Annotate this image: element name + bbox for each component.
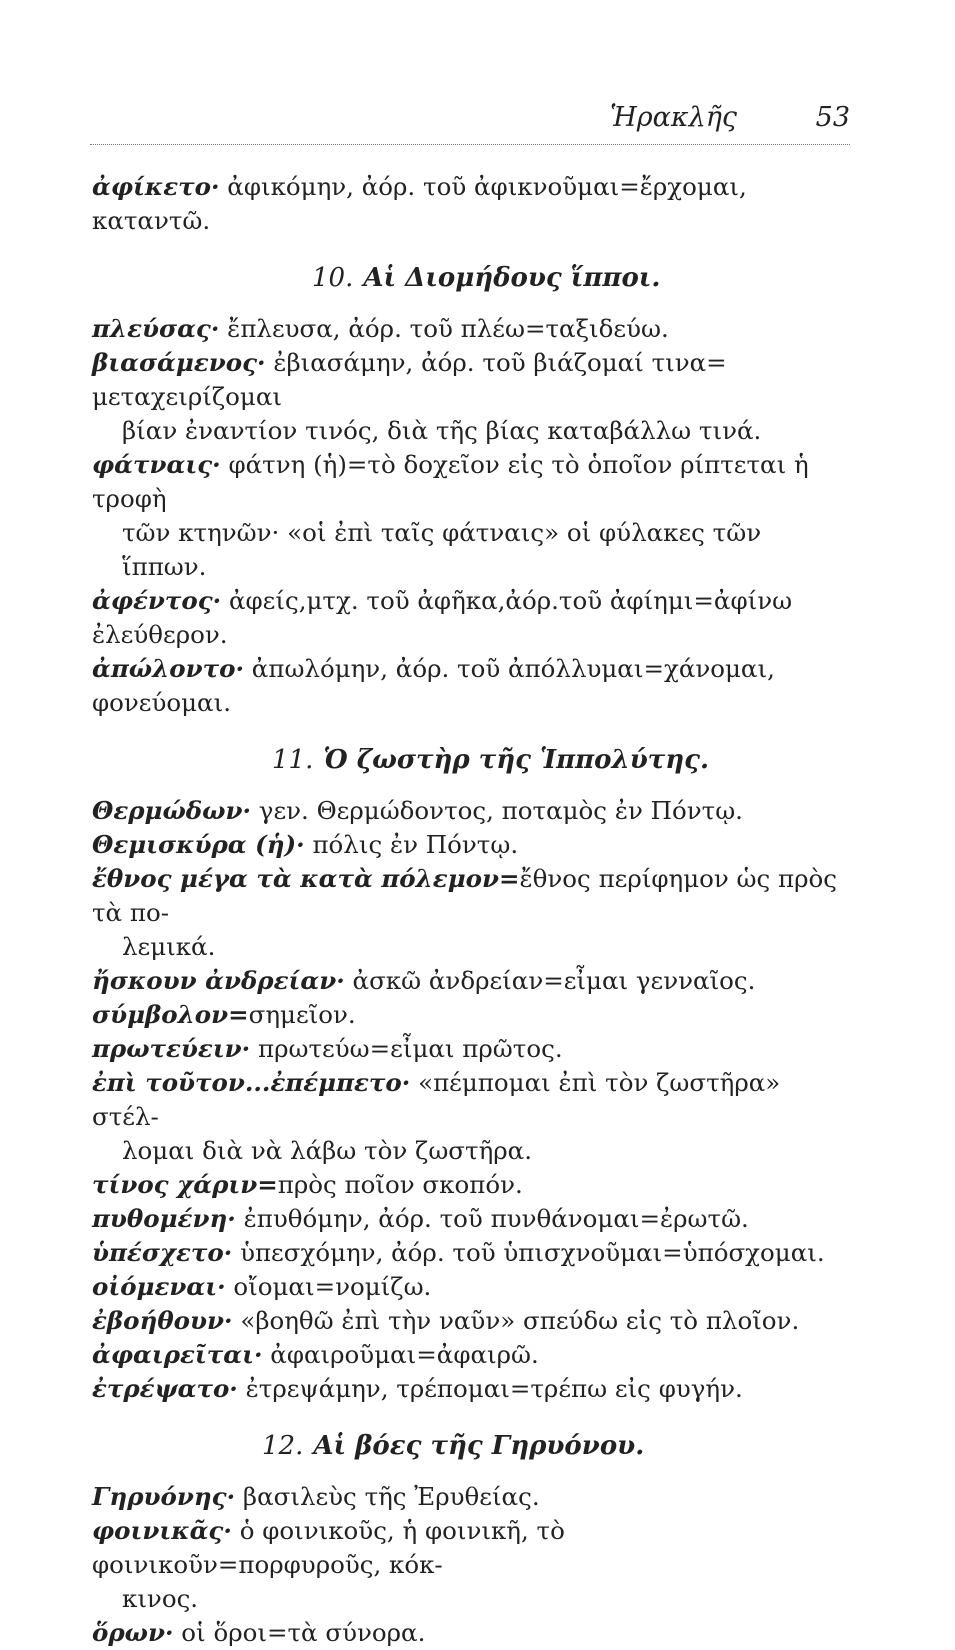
header-rule: [90, 144, 850, 145]
entry-lemma: ἐβοήθουν·: [92, 1306, 233, 1335]
glossary-entry: [92, 1372, 852, 1406]
section-number: 10.: [312, 263, 354, 293]
entry-lemma: Θερμώδων·: [92, 796, 251, 825]
glossary-entry: [92, 346, 852, 414]
glossary-entry: [92, 1066, 852, 1134]
entry-gloss: οἱ ὅροι=τὰ σύνορα.: [181, 1618, 426, 1647]
entry-gloss: βασιλεὺς τῆς Ἐρυθείας.: [242, 1482, 540, 1511]
entry-lemma: οἰόμεναι·: [92, 1272, 226, 1301]
glossary-entry: [92, 998, 852, 1032]
entry-gloss: σημεῖον.: [248, 1000, 356, 1029]
entry-gloss: ἐβιασάμην, ἀόρ. τοῦ βιάζομαί τινα= μεταχειρίζομαι: [92, 348, 727, 411]
entry-lemma: πρωτεύειν·: [92, 1034, 251, 1063]
entry-gloss: «βοηθῶ ἐπὶ τὴν ναῦν» σπεύδω εἰς τὸ πλοῖον.: [240, 1306, 800, 1335]
entry-lemma: σύμβολον=: [92, 1000, 249, 1029]
section-title: Αἱ βόες τῆς Γηρυόνου.: [313, 1431, 645, 1461]
entry-gloss: πόλις ἐν Πόντῳ.: [312, 830, 519, 859]
entry-lemma: πυθομένη·: [92, 1204, 236, 1233]
entry-lemma: ἀφίκετο·: [92, 172, 220, 201]
section-number: 11.: [272, 745, 314, 775]
entry-gloss: πρὸς ποῖον σκοπόν.: [277, 1170, 523, 1199]
entry-lemma: Γηρυόνης·: [92, 1482, 236, 1511]
entry-lemma: φάτναις·: [92, 450, 221, 479]
entry-gloss: «πέμπομαι ἐπὶ τὸν ζωστῆρα» στέλ-: [92, 1068, 781, 1131]
entry-lemma: ἐπὶ τοῦτον...ἐπέμπετο·: [92, 1068, 411, 1097]
glossary-entry: [92, 1338, 852, 1372]
glossary-entry: [92, 584, 852, 652]
entry-gloss: ὁ φοινικοῦς, ἡ φοινικῆ, τὸ φοινικοῦν=πορφυροῦς, κόκ-: [92, 1516, 565, 1579]
glossary-entry: [92, 170, 852, 238]
glossary-entry: [92, 964, 852, 998]
entry-gloss: ἔπλευσα, ἀόρ. τοῦ πλέω=ταξιδεύω.: [227, 314, 669, 343]
glossary-entry: [92, 828, 852, 862]
glossary-entry: [92, 1514, 852, 1582]
entry-gloss: ἐπυθόμην, ἀόρ. τοῦ πυνθάνομαι=ἐρωτῶ.: [243, 1204, 749, 1233]
glossary-entry: [92, 862, 852, 930]
entry-gloss: φάτνη (ἡ)=τὸ δοχεῖον εἰς τὸ ὁποῖον ρίπτεται ἡ τροφὴ: [92, 450, 809, 513]
entry-gloss: ἀπωλόμην, ἀόρ. τοῦ ἀπόλλυμαι=χάνομαι, φονεύομαι.: [92, 654, 775, 717]
entry-lemma: Θεμισκύρα (ἡ)·: [92, 830, 305, 859]
glossary-body: [92, 170, 852, 1650]
entry-lemma: ἐτρέψατο·: [92, 1374, 238, 1403]
section-title: Ὁ ζωστὴρ τῆς Ἱππολύτης.: [323, 745, 710, 775]
entry-lemma: ἀφέντος·: [92, 586, 222, 615]
entry-continuation: λομαι διὰ νὰ λάβω τὸν ζωστῆρα.: [122, 1136, 532, 1165]
section-title: Αἱ Διομήδους ἵπποι.: [363, 263, 661, 293]
glossary-entry: [92, 652, 852, 720]
glossary-entry: [92, 1616, 852, 1650]
entry-lemma: βιασάμενος·: [92, 348, 266, 377]
entry-gloss: ἀσκῶ ἀνδρείαν=εἶμαι γενναῖος.: [352, 966, 756, 995]
entry-continuation: τῶν κτηνῶν· «οἱ ἐπὶ ταῖς φάτναις» οἱ φύλακες τῶν ἵππων.: [122, 518, 762, 581]
entry-lemma: φοινικᾶς·: [92, 1516, 232, 1545]
entry-lemma: ἔθνος μέγα τὰ κατὰ πόλεμον=: [92, 864, 520, 893]
running-title: Ἡρακλῆς: [610, 102, 738, 133]
section-heading-10: [92, 258, 852, 298]
entry-continuation: κινος.: [122, 1584, 199, 1613]
entry-lemma: ὑπέσχετο·: [92, 1238, 233, 1267]
entry-lemma: ἀπώλοντο·: [92, 654, 244, 683]
glossary-entry: [92, 448, 852, 516]
entry-gloss: ἀφείς,μτχ. τοῦ ἀφῆκα,ἀόρ.τοῦ ἀφίημι=ἀφίνω ἐλεύθερον.: [92, 586, 793, 649]
glossary-entry: [92, 1168, 852, 1202]
glossary-entry: [92, 1480, 852, 1514]
entry-gloss: πρωτεύω=εἶμαι πρῶτος.: [258, 1034, 563, 1063]
glossary-entry: [92, 1032, 852, 1066]
section-heading-11: [92, 740, 852, 780]
entry-lemma: ἤσκουν ἀνδρείαν·: [92, 966, 345, 995]
glossary-entry: [92, 1270, 852, 1304]
entry-lemma: τίνος χάριν=: [92, 1170, 278, 1199]
entry-gloss: ἔθνος περίφημον ὡς πρὸς τὰ πο-: [92, 864, 838, 927]
glossary-entry: [92, 794, 852, 828]
entry-gloss: ἀφικόμην, ἀόρ. τοῦ ἀφικνοῦμαι=ἔρχομαι, καταντῶ.: [92, 172, 747, 235]
entry-continuation: βίαν ἐναντίον τινός, διὰ τῆς βίας καταβάλλω τινά.: [122, 416, 762, 445]
entry-gloss: ὑπεσχόμην, ἀόρ. τοῦ ὑπισχνοῦμαι=ὑπόσχομαι.: [240, 1238, 825, 1267]
page-number: 53: [815, 102, 850, 133]
glossary-entry: [92, 1304, 852, 1338]
page-header: [90, 102, 850, 142]
entry-lemma: πλεύσας·: [92, 314, 220, 343]
entry-gloss: οἴομαι=νομίζω.: [233, 1272, 432, 1301]
entry-lemma: ὅρων·: [92, 1618, 174, 1647]
section-heading-12: [92, 1426, 852, 1466]
entry-gloss: γεν. Θερμώδοντος, ποταμὸς ἐν Πόντῳ.: [258, 796, 743, 825]
entry-continuation: λεμικά.: [122, 932, 216, 961]
glossary-entry: [92, 1202, 852, 1236]
glossary-entry: [92, 1236, 852, 1270]
entry-gloss: ἐτρεψάμην, τρέπομαι=τρέπω εἰς φυγήν.: [245, 1374, 743, 1403]
entry-gloss: ἀφαιροῦμαι=ἀφαιρῶ.: [270, 1340, 539, 1369]
glossary-entry: [92, 312, 852, 346]
entry-lemma: ἀφαιρεῖται·: [92, 1340, 263, 1369]
section-number: 12.: [262, 1431, 304, 1461]
